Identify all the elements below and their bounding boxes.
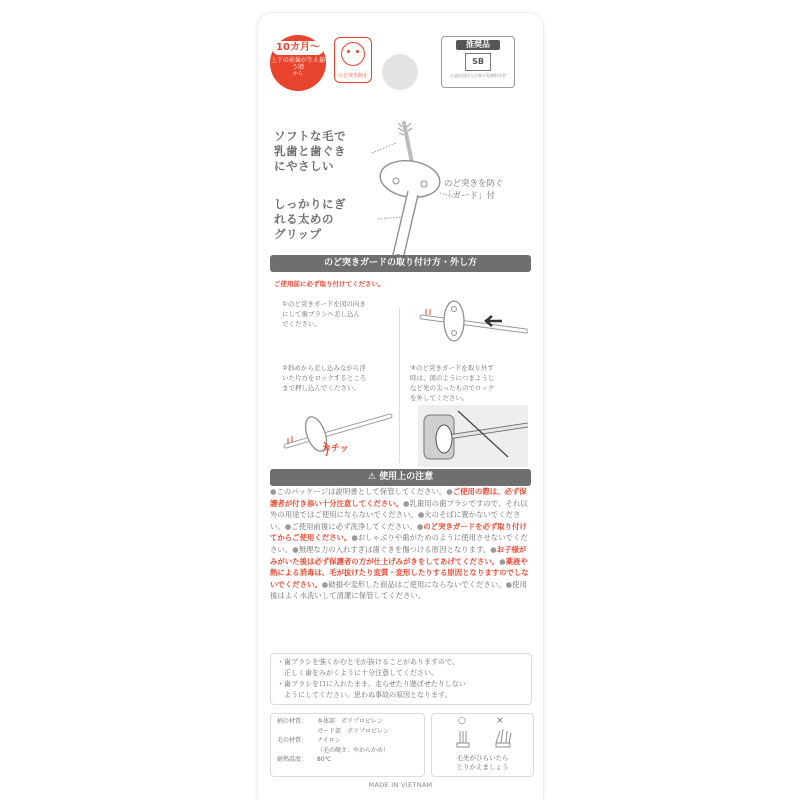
usage-note-text: ご使用前後に必ず洗浄してください。 — [291, 521, 417, 531]
bullet: ● — [351, 533, 358, 543]
age-sub: 上下の前歯が生え揃う頃 — [270, 57, 325, 71]
step-line: 時は、図のようにつまようじ — [410, 374, 495, 382]
step-line: など先の尖ったものでロック — [410, 384, 495, 392]
bullet: ● — [321, 579, 329, 589]
hang-hole — [382, 54, 418, 90]
ng-mark: × — [496, 716, 504, 726]
material-row — [277, 727, 418, 737]
bullet: ● — [270, 487, 277, 496]
bullet: ● — [416, 521, 424, 531]
material-label: 毛の材質： — [277, 737, 308, 744]
bullet: ● — [417, 510, 425, 520]
material-label: 柄の材質： — [277, 718, 308, 725]
feature-line: グリップ — [274, 227, 322, 241]
feature-line: のど突きを防ぐ — [444, 179, 504, 189]
usage-section-banner — [270, 469, 531, 486]
guard-step-2 — [282, 363, 366, 393]
warning-line: ようにしてください。思わぬ事故の原因となります。 — [277, 691, 452, 699]
usage-note-text: のど突きガードを必ず取り付けてからご使用ください。 — [270, 521, 527, 543]
usage-note-text: 火のそばに置かないでください。 — [270, 510, 521, 531]
face-icon — [341, 42, 365, 66]
bullet: ● — [292, 544, 299, 554]
step-line: いた片方をロックするところ — [282, 374, 367, 382]
step-line: ②斜めから差し込みながら浮 — [282, 364, 366, 372]
step1-illustration — [418, 295, 528, 355]
caption-line: 毛先がひらいたら — [456, 754, 509, 762]
feature-line: ソフトな毛で — [274, 129, 346, 143]
usage-note-text: 乳歯用の歯ブラシですので、それ以外の用途ではご使用にならないでください。 — [270, 498, 528, 520]
feature-grip — [274, 197, 346, 242]
age-badge — [270, 35, 326, 91]
usage-note-text: 使用後はよく水洗いして清潔に保管してください。 — [270, 579, 527, 601]
material-row — [277, 736, 418, 746]
feature-line: にやさしい — [274, 159, 334, 173]
click-label — [322, 436, 349, 455]
feature-soft-bristles — [274, 129, 346, 174]
warning-triangle-icon: ⚠ — [367, 472, 376, 482]
material-row — [277, 717, 418, 727]
warning-line: ・歯ブラシを強くかむと毛が抜けることがありますので、 — [277, 658, 459, 666]
caption-line: とりかえましょう — [456, 763, 509, 771]
feature-line: しっかりにぎ — [274, 197, 346, 211]
guard-step-3 — [410, 363, 494, 403]
step-line: でください。 — [282, 320, 321, 328]
usage-note-text: お子様がみがいた後は必ず保護者の方が仕上げみがきをしてあげてください。 — [270, 544, 527, 566]
usage-notes — [270, 486, 532, 602]
package-card — [258, 13, 543, 800]
sb-mark: SB — [465, 53, 491, 71]
bullet: ● — [403, 498, 410, 508]
warning-line: ・歯ブラシを口に入れたまま、走らせたり遊ばせたりしない — [277, 680, 466, 688]
ok-mark: ○ — [458, 716, 466, 726]
click-text: カチッ — [322, 444, 349, 454]
material-label: 耐熱温度： — [277, 756, 308, 763]
bullet: ● — [284, 521, 292, 531]
usage-note-text: ご使用の際は、必ず保護者が付き添い十分注意してください。 — [270, 487, 527, 508]
feature-line: れる太めの — [274, 212, 334, 226]
step-line: にして歯ブラシへ差し込ん — [282, 310, 360, 318]
guard-note: ご使用前に必ず取り付けてください。 — [274, 280, 385, 288]
bullet: ● — [446, 487, 453, 496]
throat-caution-icon — [334, 37, 372, 83]
material-value: （毛の硬さ：やわらかめ） — [317, 746, 390, 754]
usage-note-text: おしゃぶりや歯がためのように使用させないでください。 — [270, 533, 528, 554]
material-value: 本体部 ポリプロピレン — [317, 718, 383, 725]
age-sub2: から — [292, 71, 303, 77]
guard-step-1 — [282, 299, 366, 329]
made-in-label: MADE IN VIETNAM — [368, 781, 433, 789]
guard-section-banner — [270, 255, 531, 272]
toothbrush-illustration — [358, 121, 468, 271]
warning-line: 正しく歯をみがくように十分注意してください。 — [277, 669, 438, 677]
material-value: ナイロン — [317, 737, 341, 744]
usage-note-text: 薬液や熱による消毒は、毛が抜けたり変質・変形したりする原因となりますのでしないでください。 — [270, 556, 529, 589]
recommended-org: 公益社団法人日本小児歯科学会 — [450, 73, 506, 78]
bullet: ● — [505, 579, 513, 589]
usage-section-title: 使用上の注意 — [379, 472, 434, 482]
brush-caption — [432, 754, 533, 772]
bullet: ● — [499, 556, 506, 566]
step-line: まで押し込んでください。 — [282, 384, 360, 392]
age-main: 10カ月〜 — [272, 41, 324, 55]
usage-note-text: 破損や変形した商品はご使用にならないでください。 — [328, 579, 506, 589]
step3-photo — [418, 405, 528, 467]
step-line: を外してください。 — [410, 394, 469, 402]
feature-line: 乳歯と歯ぐき — [274, 144, 346, 158]
material-value: 80℃ — [317, 756, 332, 763]
materials-box — [270, 713, 425, 777]
step-line: ①のど突きガードを図の向き — [282, 300, 366, 308]
bullet: ● — [490, 544, 497, 554]
step-line: ③のど突きガードを取り外す — [410, 364, 494, 372]
brush-replace-box — [431, 713, 534, 777]
brush-heads-icon — [450, 727, 520, 749]
material-row — [277, 755, 418, 765]
warning-box — [270, 653, 532, 705]
feature-line: 「ガード」付 — [444, 191, 496, 201]
guard-section-title: のど突きガードの取り付け方・外し方 — [323, 258, 477, 268]
material-value: ガード部 ポリプロピレン — [317, 727, 389, 735]
usage-note-text: このパッケージは説明書として保管してください。 — [276, 487, 447, 496]
recommended-badge — [441, 36, 515, 88]
material-row — [277, 746, 418, 756]
caution-label: のど突き防止 — [337, 73, 368, 79]
recommended-title: 推奨品 — [456, 40, 500, 50]
usage-note-text: 無理な力の入れすぎは歯ぐきを傷つける原因となります。 — [298, 544, 491, 554]
step-divider — [399, 308, 400, 463]
